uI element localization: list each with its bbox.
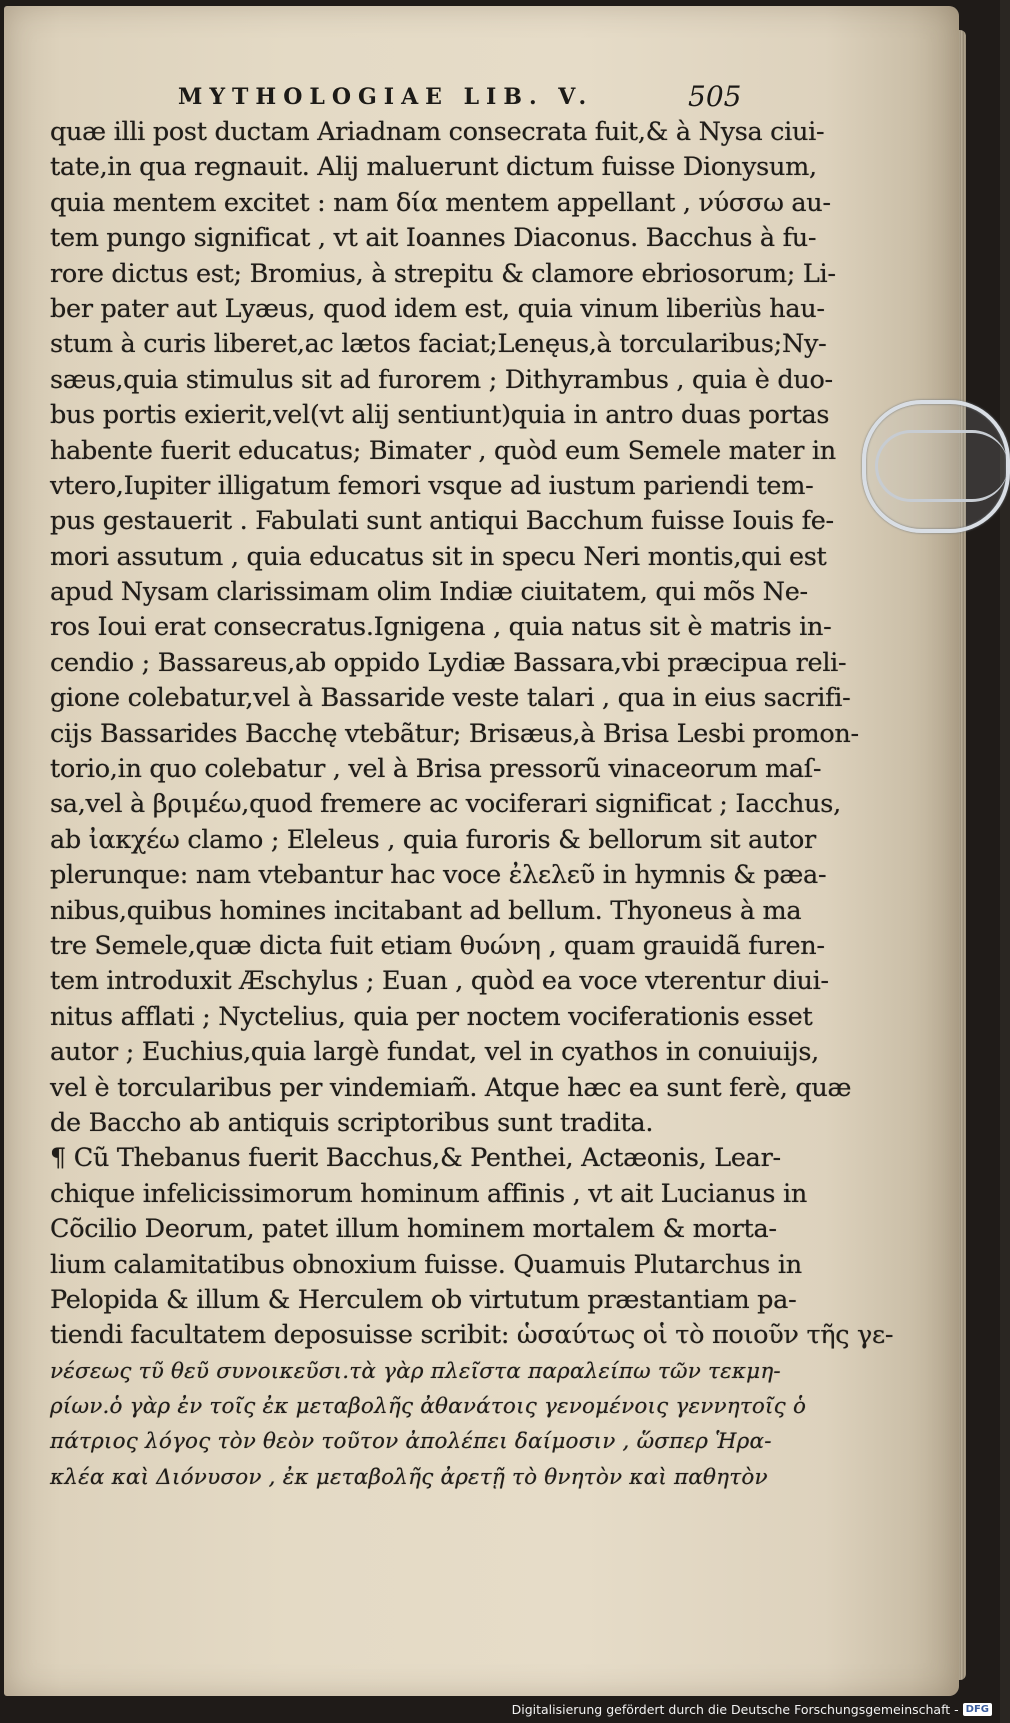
text-line: ber pater aut Lyæus, quod idem est, quia vinum liberiùs hau- bbox=[50, 293, 825, 324]
text-line: vel è torcularibus per vindemiam̃. Atque hæc ea sunt ferè, quæ bbox=[50, 1072, 852, 1103]
page-clip-inner-loop bbox=[875, 430, 1008, 502]
text-line: tate,in qua regnauit. Alij maluerunt dictum fuisse Dionysum, bbox=[50, 152, 817, 183]
text-line: ros Ioui erat consecratus.Ignigena , quia natus sit è matris in- bbox=[50, 612, 832, 643]
text-line: torio,in quo colebatur , vel à Brisa pressorũ vinaceorum maſ- bbox=[50, 754, 822, 785]
text-line: de Baccho ab antiquis scriptoribus sunt tradita. bbox=[50, 1107, 654, 1138]
text-line: tem pungo significat , vt ait Ioannes Diaconus. Bacchus à fu- bbox=[50, 223, 817, 254]
text-line: bus portis exierit,vel(vt alij sentiunt)quia in antro duas portas bbox=[50, 400, 830, 431]
text-line: Pelopida & illum & Herculem ob virtutum præstantiam pa- bbox=[50, 1284, 797, 1315]
text-line: gione colebatur,vel à Bassaride veste talari , qua in eius sacrifi- bbox=[50, 683, 851, 714]
greek-text-line: πάτριος λόγος τὸν θεὸν τοῦτον ἀπολέπει δαίμοσιν , ὥσπερ Ἡρα- bbox=[50, 1429, 772, 1455]
text-line: chique infelicissimorum hominum affinis , vt ait Lucianus in bbox=[50, 1178, 807, 1209]
greek-text-line: ρίων.ὁ γὰρ ἐν τοῖς ἐκ μεταβολῆς ἀθανάτοις γενομένοις γεννητοῖς ὁ bbox=[50, 1394, 807, 1420]
text-line: ab ἰακχέω clamo ; Eleleus , quia furoris & bellorum sit autor bbox=[50, 824, 816, 855]
text-line: tre Semele,quæ dicta fuit etiam θυώνη , quam grauidã furen- bbox=[50, 930, 825, 961]
text-line: ¶ Cũ Thebanus fuerit Bacchus,& Penthei, Actæonis, Lear- bbox=[50, 1143, 781, 1174]
text-line: Cõcilio Deorum, patet illum hominem mortalem & morta- bbox=[50, 1214, 777, 1245]
text-line: cendio ; Bassareus,ab oppido Lydiæ Bassara,vbi præcipua reli- bbox=[50, 647, 847, 678]
dfg-logo-icon: DFG bbox=[963, 1703, 992, 1716]
digitization-credit bbox=[512, 1702, 992, 1717]
text-line: quæ illi post ductam Ariadnam consecrata fuit,& à Nysa ciui- bbox=[50, 117, 825, 147]
text-line: quia mentem excitet : nam δία mentem appellant , νύσσω au- bbox=[50, 187, 831, 218]
credit-text: Digitalisierung gefördert durch die Deutsche Forschungsgemeinschaft - bbox=[511, 1702, 959, 1717]
running-head: MYTHOLOGIAE LIB. V. bbox=[178, 84, 594, 110]
text-line: lium calamitatibus obnoxium fuisse. Quamuis Plutarchus in bbox=[50, 1249, 802, 1280]
text-line: apud Nysam clarissimam olim Indiæ ciuitatem, qui mõs Ne- bbox=[50, 577, 808, 608]
text-line: nibus,quibus homines incitabant ad bellum. Thyoneus à ma bbox=[50, 895, 802, 926]
text-line: sæus,quia stimulus sit ad furorem ; Dithyrambus , quia è duo- bbox=[50, 364, 833, 395]
greek-text-line: κλέα καὶ Διόνυσον , ἐκ μεταβολῆς ἀρετῇ τὸ θνητὸν καὶ παθητὸν bbox=[50, 1464, 768, 1490]
main-text bbox=[50, 115, 894, 1495]
text-line: autor ; Euchius,quia largè fundat, vel in cyathos in conuiuijs, bbox=[50, 1037, 819, 1068]
text-line: mori assutum , quia educatus sit in specu Neri montis,qui est bbox=[50, 541, 827, 572]
text-line: tiendi facultatem deposuisse scribit: ὡσαύτως οἱ τὸ ποιοῦν τῆς γε- bbox=[50, 1320, 894, 1351]
text-line: cijs Bassarides Bacchę vtebãtur; Brisæus,à Brisa Lesbi promon- bbox=[50, 718, 859, 749]
text-line: habente fuerit educatus; Bimater , quòd eum Semele mater in bbox=[50, 435, 836, 466]
text-line: sa,vel à βριμέω,quod fremere ac vociferari significat ; Iacchus, bbox=[50, 789, 841, 820]
text-line: vtero,Iupiter illigatum femori vsque ad iustum pariendi tem- bbox=[50, 470, 814, 501]
text-line: nitus afflati ; Nyctelius, quia per noctem vociferationis esset bbox=[50, 1001, 813, 1032]
text-line: tem introduxit Æschylus ; Euan , quòd ea voce vterentur diui- bbox=[50, 966, 829, 997]
text-line: stum à curis liberet,ac lætos faciat;Lenęus,à torcularibus;Ny- bbox=[50, 329, 827, 360]
text-line: plerunque: nam vtebantur hac voce ἐλελεῦ in hymnis & pæa- bbox=[50, 860, 827, 891]
text-line: pus gestauerit . Fabulati sunt antiqui Bacchum fuisse Iouis fe- bbox=[50, 506, 834, 537]
greek-text-line: νέσεως τῦ θεῦ συνοικεῦσι.τὰ γὰρ πλεῖστα παραλείπω τῶν τεκμη- bbox=[50, 1358, 781, 1384]
page-number: 505 bbox=[688, 80, 742, 113]
text-line: rore dictus est; Bromius, à strepitu & clamore ebriosorum; Li- bbox=[50, 258, 836, 289]
